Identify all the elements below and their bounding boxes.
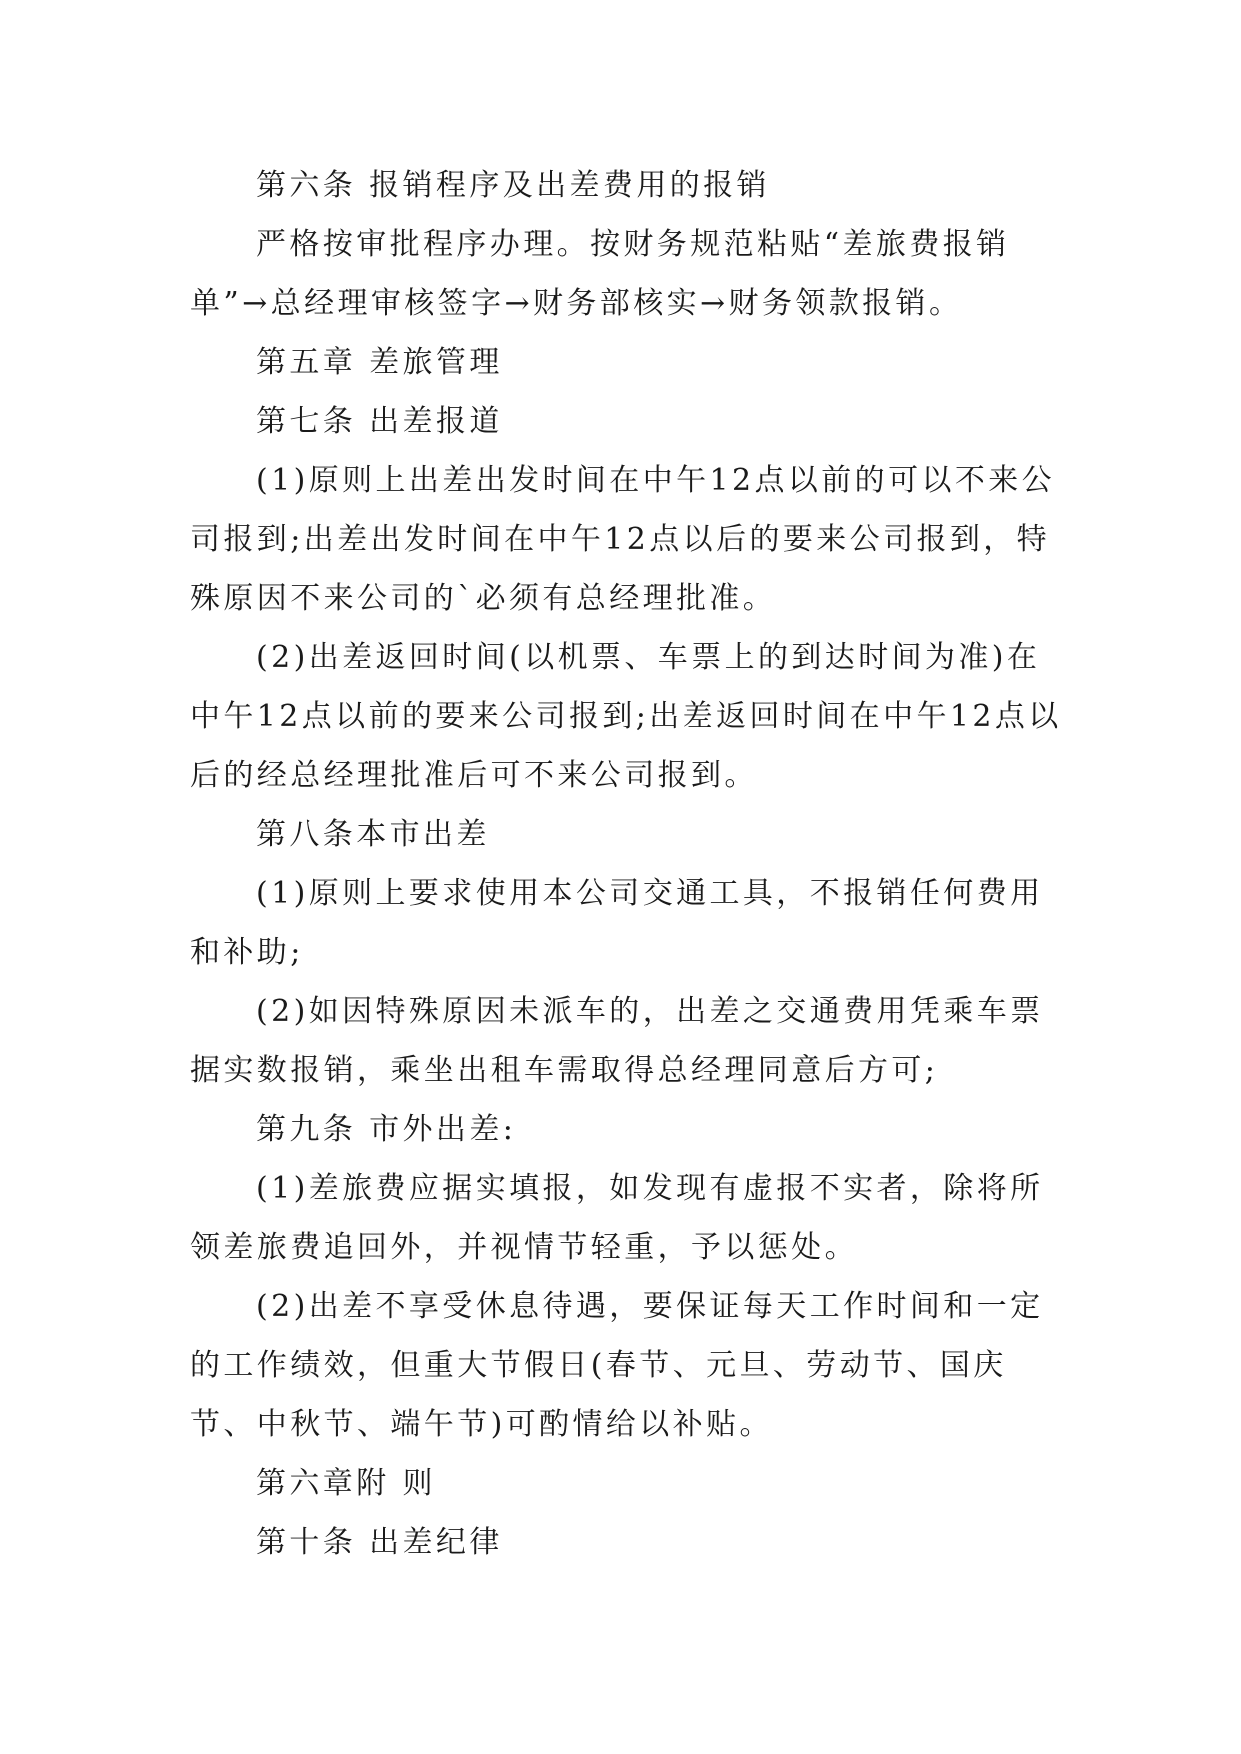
article-8-heading: 第八条本市出差 [256,817,490,852]
chapter-5-heading: 第五章 差旅管理 [256,345,503,380]
article-6-body: 严格按审批程序办理。按财务规范粘贴“差旅费报销单”→总经理审核签字→财务部核实→财务领款报销。 [190,227,1010,321]
article-8-item-1: (1)原则上要求使用本公司交通工具，不报销任何费用和补助; [190,876,1044,970]
article-6-heading: 第六条 报销程序及出差费用的报销 [256,168,770,203]
article-8-item-2: (2)如因特殊原因未派车的，出差之交通费用凭乘车票据实数报销，乘坐出租车需取得总经理同意后方可; [190,994,1044,1088]
chapter-6-heading: 第六章附 则 [256,1466,436,1501]
document-body [190,156,1070,1572]
article-7-heading: 第七条 出差报道 [256,404,503,439]
article-9-heading: 第九条 市外出差: [256,1112,517,1147]
article-7-item-1: (1)原则上出差出发时间在中午12点以前的可以不来公司报到;出差出发时间在中午12点以后的要来公司报到，特殊原因不来公司的`必须有总经理批准。 [190,463,1056,616]
article-10-heading: 第十条 出差纪律 [256,1525,503,1560]
article-7-item-2: (2)出差返回时间(以机票、车票上的到达时间为准)在中午12点以前的要来公司报到;出差返回时间在中午12点以后的经总经理批准后可不来公司报到。 [190,640,1062,793]
article-9-item-2: (2)出差不享受休息待遇，要保证每天工作时间和一定的工作绩效，但重大节假日(春节、元旦、劳动节、国庆节、中秋节、端午节)可酌情给以补贴。 [190,1289,1044,1442]
article-9-item-1: (1)差旅费应据实填报，如发现有虚报不实者，除将所领差旅费追回外，并视情节轻重，予以惩处。 [190,1171,1044,1265]
